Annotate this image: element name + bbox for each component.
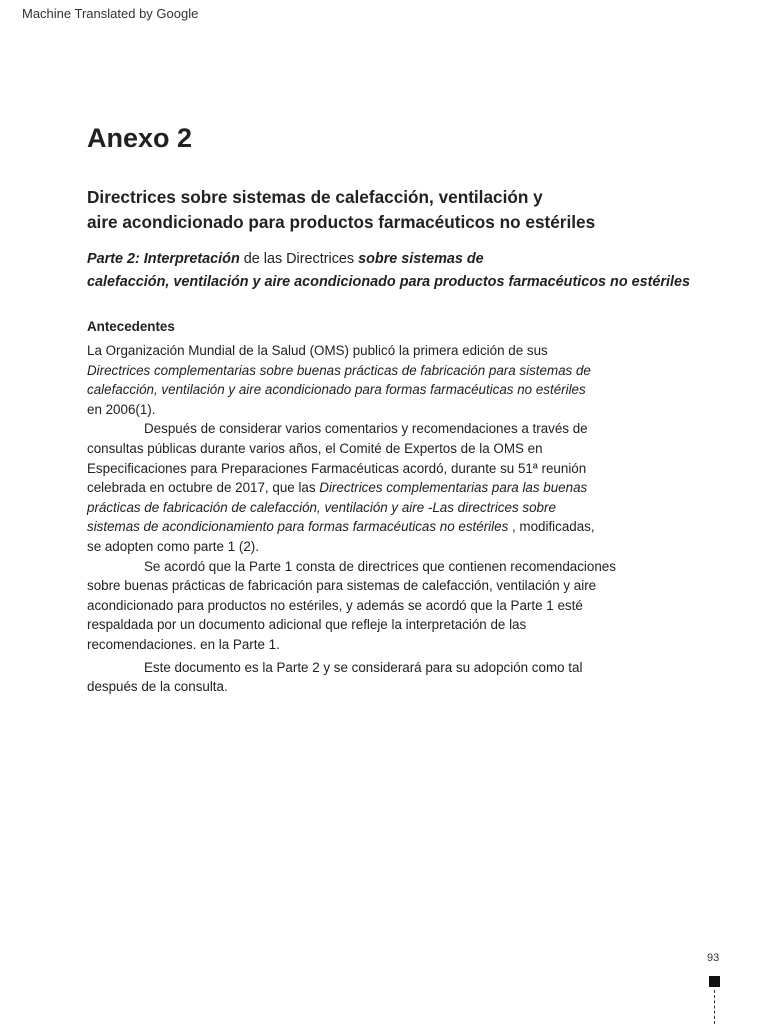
paragraph-2 — [87, 419, 697, 556]
paragraph-1 — [87, 341, 697, 419]
paragraph-2-line-3: Especificaciones para Preparaciones Farmacéuticas acordó, durante su 51ª reunión — [87, 460, 587, 476]
page-number: 93 — [707, 952, 720, 964]
machine-translation-note: Machine Translated by Google — [22, 6, 199, 21]
paragraph-2-line-1: Después de considerar varios comentarios y recomendaciones a través de — [144, 421, 588, 437]
paragraph-3-line-1: Se acordó que la Parte 1 consta de directrices que contienen recomendaciones — [144, 558, 616, 574]
paragraph-4-line-1: Este documento es la Parte 2 y se considerará para su adopción como tal — [144, 659, 583, 675]
paragraph-2-line-6-text: , modificadas, — [508, 519, 595, 535]
paragraph-2-line-6 — [87, 517, 697, 537]
paragraph-2-line-2: consultas públicas durante varios años, el Comité de Expertos de la OMS en — [87, 440, 543, 456]
document-title — [87, 185, 595, 235]
part-subtitle-connector: de las Directrices — [239, 251, 359, 267]
paragraph-1-line-3: calefacción, ventilación y aire acondicionado para formas farmacéuticas no estériles — [87, 382, 586, 398]
part-subtitle-line-2: calefacción, ventilación y aire acondicionado para productos farmacéuticos no estériles — [87, 274, 691, 290]
part-subtitle-topic-start: sobre sistemas de — [358, 251, 484, 267]
paragraph-3-line-2: sobre buenas prácticas de fabricación para sistemas de calefacción, ventilación y aire — [87, 578, 597, 594]
paragraph-2-line-4 — [87, 478, 697, 498]
paragraph-4-line-2: después de la consulta. — [87, 679, 228, 695]
paragraph-2-line-4-italic: Directrices complementarias para las buenas — [319, 480, 588, 496]
paragraph-3-line-4: respaldada por un documento adicional que refleje la interpretación de las — [87, 617, 527, 633]
page-edge-marker — [709, 976, 721, 1024]
document-title-line-1: Directrices sobre sistemas de calefacción, ventilación y — [87, 187, 543, 207]
part-label: Parte 2: Interpretación — [87, 251, 240, 267]
paragraph-4 — [87, 658, 697, 697]
paragraph-3-line-5: recomendaciones. en la Parte 1. — [87, 636, 280, 652]
part-subtitle-line-1 — [87, 248, 768, 271]
annex-title: Anexo 2 — [87, 123, 193, 153]
paragraph-1-line-1: La Organización Mundial de la Salud (OMS) publicó la primera edición de sus — [87, 343, 548, 358]
paragraph-1-line-4: en 2006(1). — [87, 401, 156, 417]
paragraph-2-line-4-text: celebrada en octubre de 2017, que las — [87, 480, 320, 496]
paragraph-2-line-6-italic: sistemas de acondicionamiento para formas farmacéuticas no estériles — [87, 519, 509, 535]
paragraph-3-line-3: acondicionado para productos no estériles, y además se acordó que la Parte 1 esté — [87, 597, 583, 613]
paragraph-2-line-5: prácticas de fabricación de calefacción, ventilación y aire -Las directrices sobre — [87, 499, 556, 515]
paragraph-3 — [87, 557, 697, 655]
section-heading-background: Antecedentes — [87, 319, 175, 334]
paragraph-1-line-2: Directrices complementarias sobre buenas prácticas de fabricación para sistemas de — [87, 362, 591, 378]
paragraph-2-line-7: se adopten como parte 1 (2). — [87, 538, 259, 554]
part-subtitle — [87, 248, 768, 294]
background-body — [87, 341, 697, 697]
document-title-line-2: aire acondicionado para productos farmacéuticos no estériles — [87, 212, 596, 232]
marker-dashed-line — [714, 990, 715, 1024]
marker-square-icon — [709, 976, 720, 987]
